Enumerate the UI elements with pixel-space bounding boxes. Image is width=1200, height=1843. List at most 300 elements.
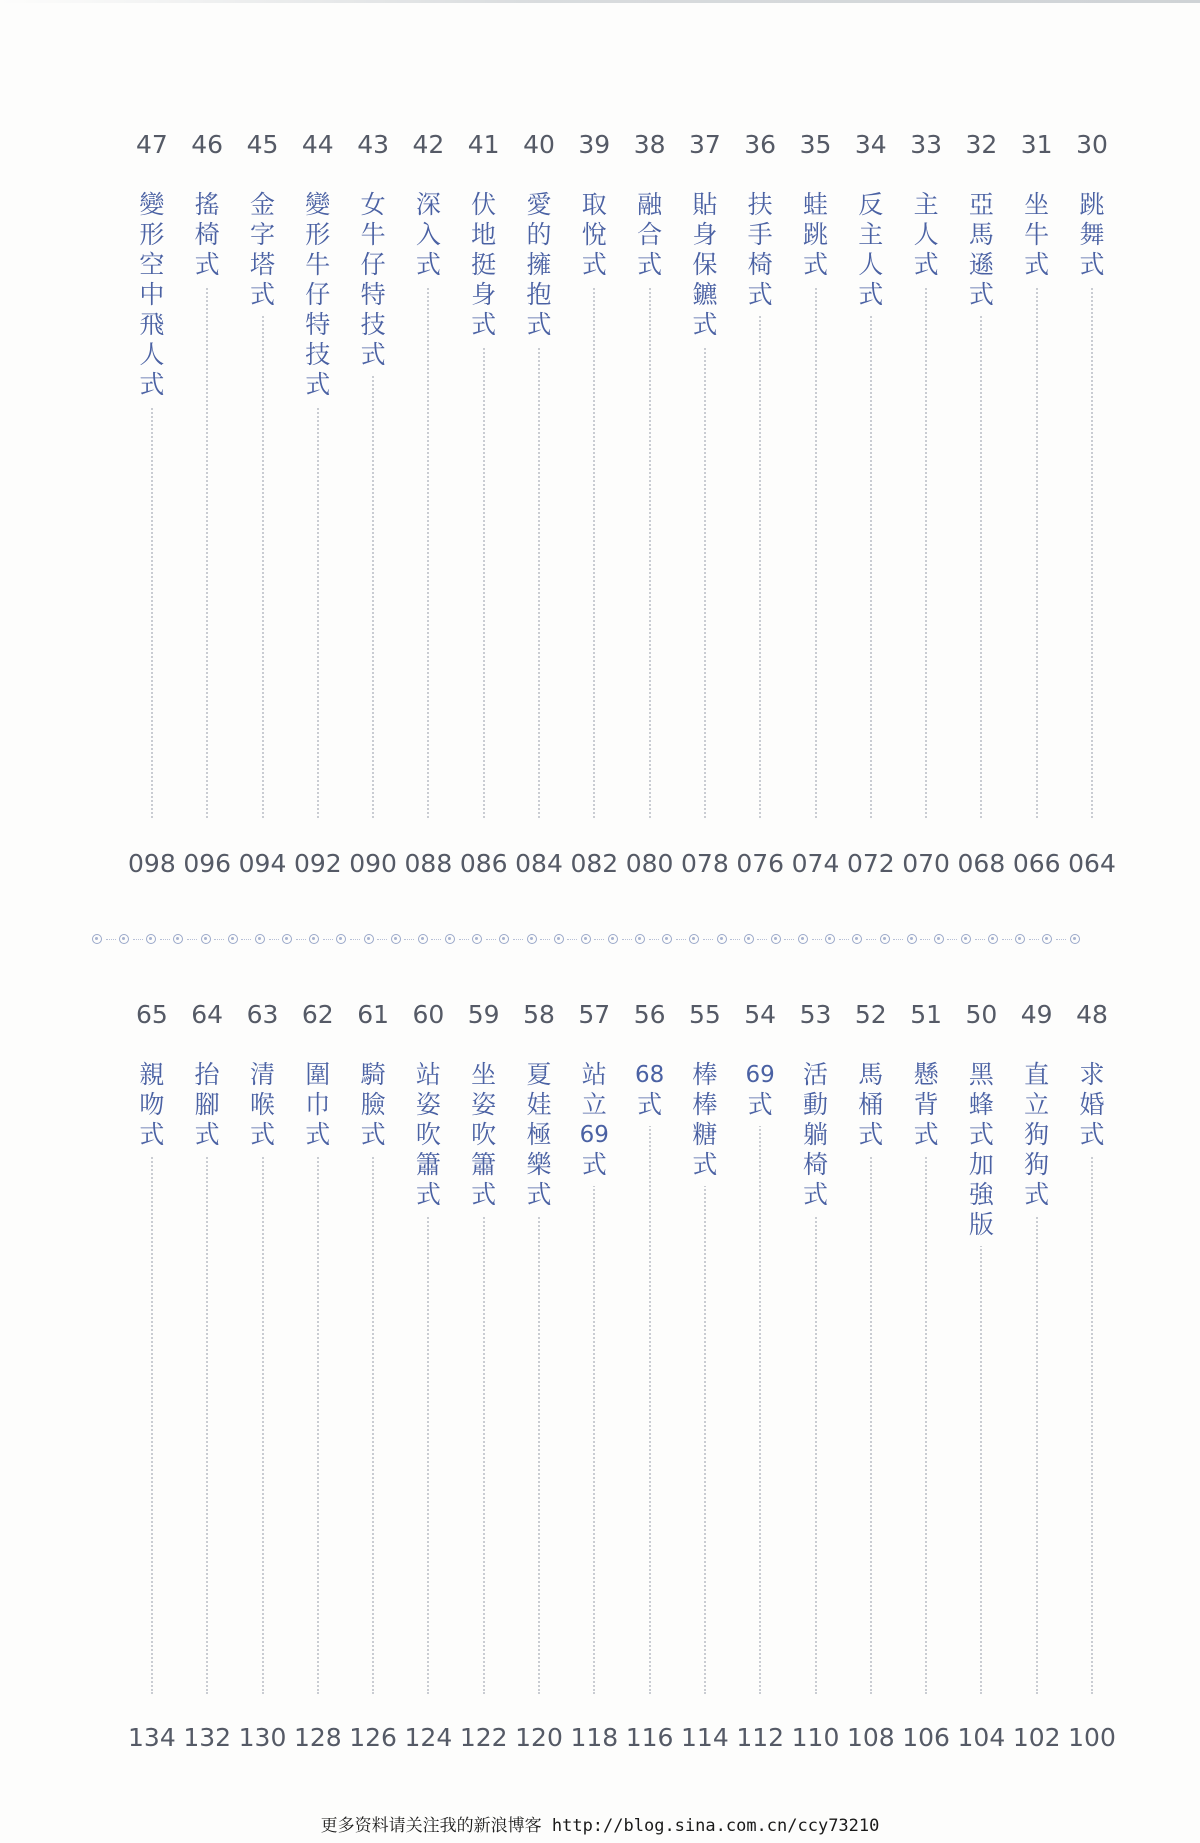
entry-title — [1064, 1060, 1120, 1156]
title-glyph: 版 — [968, 1210, 994, 1239]
title-glyph: 黑 — [968, 1060, 994, 1089]
entry-title — [511, 190, 567, 346]
title-glyph: 式 — [692, 310, 718, 339]
entry-number: 39 — [578, 130, 611, 159]
title-glyph: 坐 — [1024, 190, 1050, 219]
title-glyph: 活 — [802, 1060, 828, 1089]
entry-title — [235, 1060, 291, 1156]
title-glyph: 遜 — [968, 250, 994, 279]
entry-page-number: 090 — [349, 849, 397, 878]
divider-ornament — [662, 934, 672, 944]
dotted-leader — [1091, 208, 1093, 818]
title-glyph: 字 — [249, 220, 275, 249]
title-glyph: 式 — [360, 340, 386, 369]
divider-ornament — [744, 934, 754, 944]
entry-page-number: 108 — [846, 1723, 895, 1752]
title-glyph: 極 — [526, 1120, 552, 1149]
divider-ornament — [907, 934, 917, 944]
title-glyph: 取 — [581, 190, 607, 219]
divider-ornament — [635, 934, 645, 944]
title-glyph: 強 — [968, 1180, 994, 1209]
toc-entry[interactable] — [124, 1000, 180, 1752]
dotted-leader — [925, 208, 927, 818]
toc-entry[interactable] — [511, 130, 567, 878]
toc-entry[interactable] — [953, 130, 1009, 878]
entry-title — [290, 1060, 346, 1156]
title-glyph: 抬 — [194, 1060, 220, 1089]
title-glyph: 抱 — [526, 280, 552, 309]
toc-entry[interactable] — [788, 1000, 844, 1752]
entry-number: 38 — [633, 130, 666, 159]
divider-separator — [160, 939, 170, 940]
divider-ornament — [119, 934, 129, 944]
title-glyph: 簫 — [415, 1150, 441, 1179]
entry-page-number: 066 — [1012, 849, 1061, 878]
title-glyph: 式 — [139, 1120, 165, 1149]
divider-separator — [975, 939, 985, 940]
divider-ornament — [418, 934, 428, 944]
divider-ornament — [472, 934, 482, 944]
entry-page-number: 080 — [625, 849, 674, 878]
entry-page-number: 096 — [183, 849, 232, 878]
divider-separator — [404, 939, 414, 940]
title-glyph: 69 — [579, 1122, 609, 1148]
title-glyph: 飛 — [139, 310, 165, 339]
title-glyph: 地 — [471, 220, 497, 249]
title-glyph: 站 — [581, 1060, 607, 1089]
divider-separator — [676, 939, 686, 940]
entry-page-number: 100 — [1068, 1723, 1116, 1752]
divider-separator — [730, 939, 740, 940]
title-glyph: 式 — [305, 370, 331, 399]
divider-ornament — [146, 934, 156, 944]
entry-title — [124, 190, 180, 406]
entry-page-number: 130 — [238, 1723, 287, 1752]
title-glyph: 直 — [1024, 1060, 1050, 1089]
title-glyph: 站 — [415, 1060, 441, 1089]
divider-ornament — [988, 934, 998, 944]
toc-entry[interactable] — [732, 130, 788, 878]
entry-number: 30 — [1076, 130, 1108, 159]
entry-title — [566, 1060, 622, 1186]
title-glyph: 吹 — [471, 1120, 497, 1149]
title-glyph: 婚 — [1079, 1090, 1105, 1119]
divider-separator — [540, 939, 550, 940]
title-glyph: 仔 — [360, 250, 386, 279]
divider-ornament — [554, 934, 564, 944]
title-glyph: 式 — [471, 310, 497, 339]
title-glyph: 手 — [747, 220, 773, 249]
title-glyph: 保 — [692, 250, 718, 279]
title-glyph: 狗 — [1024, 1120, 1050, 1149]
footer-blog-note: 更多资料请关注我的新浪博客 http://blog.sina.com.cn/ccy73210 — [320, 1816, 880, 1836]
dotted-leader — [925, 1078, 927, 1694]
entry-number: 49 — [1020, 1000, 1053, 1029]
divider-ornament — [527, 934, 537, 944]
entry-number: 55 — [688, 1000, 721, 1029]
title-glyph: 身 — [692, 220, 718, 249]
divider-separator — [459, 939, 469, 940]
toc-entry[interactable] — [732, 1000, 788, 1752]
entry-page-number: 070 — [902, 849, 950, 878]
toc-entry[interactable] — [843, 1000, 899, 1752]
entry-number: 35 — [799, 130, 832, 159]
title-glyph: 主 — [858, 220, 884, 249]
entry-title — [622, 190, 678, 286]
title-glyph: 喉 — [249, 1090, 275, 1119]
title-glyph: 立 — [581, 1090, 607, 1119]
dotted-leader — [262, 1078, 264, 1694]
title-glyph: 清 — [249, 1060, 275, 1089]
title-glyph: 椅 — [747, 250, 773, 279]
title-glyph: 愛 — [526, 190, 552, 219]
title-glyph: 背 — [913, 1090, 939, 1119]
title-glyph: 式 — [1024, 250, 1050, 279]
toc-entry[interactable] — [622, 130, 678, 878]
dotted-leader — [593, 208, 595, 818]
divider-separator — [812, 939, 822, 940]
title-glyph: 式 — [526, 310, 552, 339]
title-glyph: 棒 — [692, 1060, 718, 1089]
title-glyph: 式 — [913, 1120, 939, 1149]
divider-ornament — [880, 934, 890, 944]
divider-ornament — [798, 934, 808, 944]
toc-entry[interactable] — [953, 1000, 1009, 1752]
toc-entry[interactable] — [400, 1000, 456, 1752]
divider-ornament — [445, 934, 455, 944]
title-glyph: 騎 — [360, 1060, 386, 1089]
entry-title — [1009, 1060, 1065, 1216]
divider-separator — [133, 939, 143, 940]
title-glyph: 擁 — [526, 250, 552, 279]
title-glyph: 鑣 — [692, 280, 718, 309]
title-glyph: 簫 — [471, 1150, 497, 1179]
dotted-leader — [815, 208, 817, 818]
entry-title — [400, 1060, 456, 1216]
title-glyph: 變 — [139, 190, 165, 219]
entry-title — [345, 190, 401, 376]
entry-page-number: 102 — [1012, 1723, 1061, 1752]
toc-entry[interactable] — [290, 1000, 346, 1752]
title-glyph: 融 — [637, 190, 663, 219]
divider-ornament — [255, 934, 265, 944]
title-glyph: 入 — [415, 220, 441, 249]
title-glyph: 式 — [637, 1090, 663, 1119]
entry-title — [677, 190, 733, 346]
entry-page-number: 118 — [570, 1723, 619, 1752]
title-glyph: 女 — [360, 190, 386, 219]
divider-ornament — [608, 934, 618, 944]
entry-number: 62 — [301, 1000, 334, 1029]
title-glyph: 悅 — [581, 220, 607, 249]
divider-separator — [513, 939, 523, 940]
entry-page-number: 084 — [515, 849, 563, 878]
entry-title — [732, 190, 788, 316]
scan-top-edge — [0, 0, 1200, 3]
title-glyph: 人 — [858, 250, 884, 279]
title-glyph: 式 — [802, 1180, 828, 1209]
title-glyph: 加 — [968, 1150, 994, 1179]
divider-separator — [269, 939, 279, 940]
toc-entry[interactable] — [456, 130, 512, 878]
title-glyph: 式 — [1079, 1120, 1105, 1149]
entry-title — [898, 190, 954, 286]
title-glyph: 牛 — [305, 250, 331, 279]
toc-entry[interactable] — [1064, 130, 1120, 878]
toc-entry[interactable] — [677, 130, 733, 878]
entry-page-number: 104 — [957, 1723, 1006, 1752]
title-glyph: 塔 — [249, 250, 275, 279]
title-glyph: 椅 — [802, 1150, 828, 1179]
entry-page-number: 072 — [846, 849, 895, 878]
toc-entry[interactable] — [290, 130, 346, 878]
divider-separator — [649, 939, 659, 940]
entry-page-number: 134 — [128, 1723, 176, 1752]
entry-page-number: 122 — [459, 1723, 508, 1752]
divider-ornament — [717, 934, 727, 944]
entry-title — [843, 190, 899, 316]
title-glyph: 式 — [415, 1180, 441, 1209]
title-glyph: 躺 — [802, 1120, 828, 1149]
entry-title — [456, 1060, 512, 1216]
divider-ornament — [771, 934, 781, 944]
title-glyph: 樂 — [526, 1150, 552, 1179]
divider-ornament — [825, 934, 835, 944]
dotted-leader — [427, 208, 429, 818]
title-glyph: 桶 — [858, 1090, 884, 1119]
title-glyph: 式 — [249, 1120, 275, 1149]
toc-entry[interactable] — [1009, 1000, 1065, 1752]
title-glyph: 親 — [139, 1060, 165, 1089]
title-glyph: 式 — [802, 250, 828, 279]
toc-entry[interactable] — [345, 130, 401, 878]
title-glyph: 臉 — [360, 1090, 386, 1119]
toc-entry[interactable] — [898, 1000, 954, 1752]
toc-entry[interactable] — [235, 130, 291, 878]
entry-number: 44 — [301, 130, 334, 159]
entry-number: 36 — [744, 130, 777, 159]
divider-separator — [1002, 939, 1012, 940]
entry-number: 46 — [191, 130, 224, 159]
divider-separator — [594, 939, 604, 940]
title-glyph: 式 — [913, 250, 939, 279]
entry-number: 59 — [467, 1000, 500, 1029]
ornamental-divider — [92, 932, 1080, 946]
title-glyph: 扶 — [747, 190, 773, 219]
divider-separator — [1056, 939, 1066, 940]
entry-page-number: 064 — [1068, 849, 1116, 878]
entry-title — [1064, 190, 1120, 286]
entry-number: 34 — [854, 130, 887, 159]
entry-page-number: 068 — [957, 849, 1006, 878]
toc-entry[interactable] — [843, 130, 899, 878]
title-glyph: 姿 — [415, 1090, 441, 1119]
title-glyph: 式 — [249, 280, 275, 309]
title-glyph: 人 — [139, 340, 165, 369]
divider-separator — [703, 939, 713, 940]
title-glyph: 技 — [305, 340, 331, 369]
divider-ornament — [852, 934, 862, 944]
entry-page-number: 074 — [791, 849, 840, 878]
toc-entry[interactable] — [677, 1000, 733, 1752]
title-glyph: 特 — [360, 280, 386, 309]
entry-title — [566, 190, 622, 286]
title-glyph: 貼 — [692, 190, 718, 219]
title-glyph: 式 — [968, 280, 994, 309]
entry-number: 63 — [246, 1000, 279, 1029]
title-glyph: 主 — [913, 190, 939, 219]
title-glyph: 姿 — [471, 1090, 497, 1119]
divider-separator — [241, 939, 251, 940]
title-glyph: 式 — [415, 250, 441, 279]
title-glyph: 舞 — [1079, 220, 1105, 249]
divider-separator — [214, 939, 224, 940]
toc-entry[interactable] — [566, 130, 622, 878]
entry-title — [1009, 190, 1065, 286]
divider-separator — [106, 939, 116, 940]
title-glyph: 式 — [526, 1180, 552, 1209]
entry-title — [898, 1060, 954, 1156]
toc-entry[interactable] — [898, 130, 954, 878]
entry-page-number: 114 — [681, 1723, 729, 1752]
divider-separator — [920, 939, 930, 940]
entry-title — [124, 1060, 180, 1156]
title-glyph: 變 — [305, 190, 331, 219]
divider-ornament — [934, 934, 944, 944]
title-glyph: 吻 — [139, 1090, 165, 1119]
entry-number: 45 — [246, 130, 279, 159]
title-glyph: 式 — [858, 280, 884, 309]
entry-number: 42 — [412, 130, 445, 159]
entry-page-number: 086 — [459, 849, 508, 878]
title-glyph: 式 — [692, 1150, 718, 1179]
entry-number: 48 — [1076, 1000, 1108, 1029]
divider-separator — [757, 939, 767, 940]
title-glyph: 式 — [1024, 1180, 1050, 1209]
title-glyph: 式 — [747, 1090, 773, 1119]
divider-separator — [350, 939, 360, 940]
entry-number: 47 — [135, 130, 168, 159]
divider-ornament — [309, 934, 319, 944]
toc-entry[interactable] — [566, 1000, 622, 1752]
divider-ornament — [201, 934, 211, 944]
entry-page-number: 088 — [404, 849, 453, 878]
toc-entry[interactable] — [345, 1000, 401, 1752]
entry-number: 60 — [412, 1000, 445, 1029]
divider-ornament — [1042, 934, 1052, 944]
entry-number: 57 — [578, 1000, 611, 1029]
entry-page-number: 132 — [183, 1723, 232, 1752]
entry-number: 64 — [191, 1000, 224, 1029]
entry-title — [953, 190, 1009, 316]
toc-entry[interactable] — [235, 1000, 291, 1752]
dotted-leader — [870, 1078, 872, 1694]
toc-entry[interactable] — [788, 130, 844, 878]
title-glyph: 式 — [747, 280, 773, 309]
title-glyph: 求 — [1079, 1060, 1105, 1089]
divider-separator — [622, 939, 632, 940]
entry-page-number: 078 — [681, 849, 729, 878]
title-glyph: 式 — [637, 250, 663, 279]
dotted-leader — [649, 208, 651, 818]
divider-separator — [947, 939, 957, 940]
dotted-leader — [151, 1078, 153, 1694]
title-glyph: 坐 — [471, 1060, 497, 1089]
entry-title — [345, 1060, 401, 1156]
divider-ornament — [173, 934, 183, 944]
toc-entry[interactable] — [400, 130, 456, 878]
entry-number: 52 — [854, 1000, 887, 1029]
title-glyph: 狗 — [1024, 1150, 1050, 1179]
title-glyph: 動 — [802, 1090, 828, 1119]
divider-separator — [323, 939, 333, 940]
divider-ornament — [228, 934, 238, 944]
divider-separator — [784, 939, 794, 940]
entry-page-number: 126 — [349, 1723, 397, 1752]
toc-entry[interactable] — [511, 1000, 567, 1752]
entry-title — [179, 1060, 235, 1156]
entry-title — [235, 190, 291, 316]
entry-title — [511, 1060, 567, 1216]
dotted-leader — [1036, 208, 1038, 818]
toc-entry[interactable] — [456, 1000, 512, 1752]
toc-entry[interactable] — [1009, 130, 1065, 878]
entry-page-number: 116 — [625, 1723, 674, 1752]
divider-separator — [567, 939, 577, 940]
title-glyph: 蜂 — [968, 1090, 994, 1119]
entry-title — [456, 190, 512, 346]
toc-entry[interactable] — [1064, 1000, 1120, 1752]
title-glyph: 牛 — [1024, 220, 1050, 249]
divider-ornament — [364, 934, 374, 944]
title-glyph: 娃 — [526, 1090, 552, 1119]
entry-title — [788, 1060, 844, 1216]
dotted-leader — [206, 208, 208, 818]
dotted-leader — [649, 1078, 651, 1694]
title-glyph: 身 — [471, 280, 497, 309]
title-glyph: 跳 — [802, 220, 828, 249]
divider-ornament — [689, 934, 699, 944]
divider-separator — [187, 939, 197, 940]
title-glyph: 合 — [637, 220, 663, 249]
toc-entry[interactable] — [179, 1000, 235, 1752]
divider-separator — [296, 939, 306, 940]
title-glyph: 馬 — [968, 220, 994, 249]
title-glyph: 式 — [194, 250, 220, 279]
title-glyph: 蛙 — [802, 190, 828, 219]
entry-number: 53 — [799, 1000, 832, 1029]
title-glyph: 式 — [471, 1180, 497, 1209]
entry-page-number: 092 — [293, 849, 342, 878]
toc-entry[interactable] — [124, 130, 180, 878]
title-glyph: 金 — [249, 190, 275, 219]
toc-entry[interactable] — [622, 1000, 678, 1752]
entry-number: 54 — [744, 1000, 777, 1029]
title-glyph: 式 — [360, 1120, 386, 1149]
dotted-leader — [1091, 1078, 1093, 1694]
title-glyph: 反 — [858, 190, 884, 219]
toc-entry[interactable] — [179, 130, 235, 878]
divider-separator — [486, 939, 496, 940]
divider-separator — [431, 939, 441, 940]
title-glyph: 式 — [139, 370, 165, 399]
dotted-leader — [372, 1078, 374, 1694]
entry-number: 56 — [633, 1000, 666, 1029]
title-glyph: 立 — [1024, 1090, 1050, 1119]
entry-title — [788, 190, 844, 286]
entry-page-number: 094 — [238, 849, 287, 878]
title-glyph: 腳 — [194, 1090, 220, 1119]
